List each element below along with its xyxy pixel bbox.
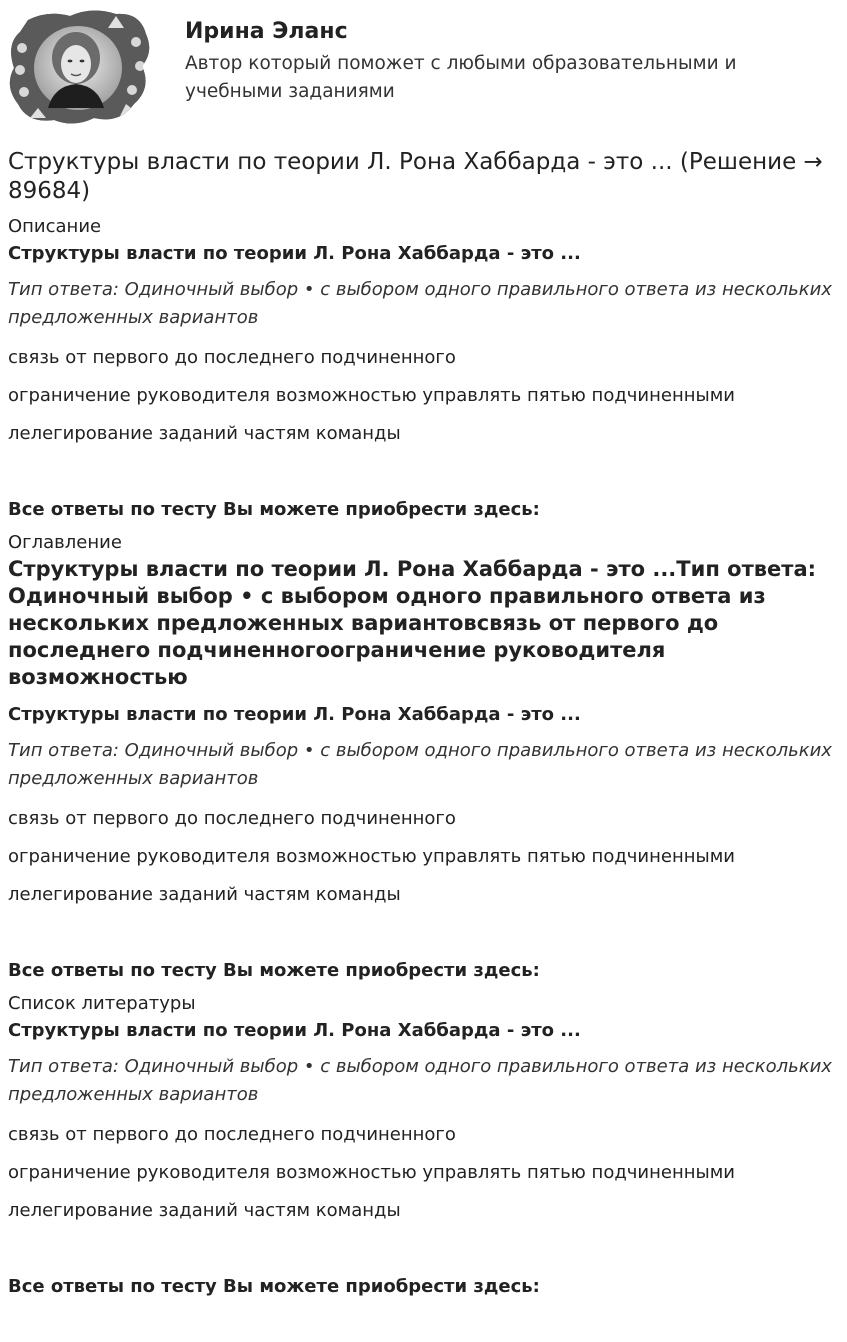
question-title: Структуры власти по теории Л. Рона Хаббарда - это ... [8, 704, 581, 725]
answer-option: ограничение руководителя возможностью управлять пятью подчиненными [8, 1162, 735, 1183]
answer-option: лелегирование заданий частям команды [8, 423, 401, 444]
literature-section [8, 993, 843, 1299]
answer-option: связь от первого до последнего подчиненного [8, 1124, 456, 1145]
author-name[interactable]: Ирина Эланс [185, 19, 348, 44]
answer-type: Тип ответа: Одиночный выбор • с выбором одного правильного ответа из нескольких предложенных вариантов [8, 1056, 832, 1105]
section-label: Список литературы [8, 993, 196, 1014]
main-content [8, 148, 843, 1299]
page-title: Структуры власти по теории Л. Рона Хаббарда - это ... (Решение → 89684) [8, 149, 823, 204]
author-avatar[interactable] [8, 8, 150, 126]
answer-option: ограничение руководителя возможностью управлять пятью подчиненными [8, 846, 735, 867]
contents-section [8, 532, 843, 983]
section-label: Описание [8, 216, 102, 237]
answer-type: Тип ответа: Одиночный выбор • с выбором одного правильного ответа из нескольких предложенных вариантов [8, 740, 832, 789]
answer-option: связь от первого до последнего подчиненного [8, 347, 456, 368]
author-description: Автор который поможет с любыми образовательными и учебными заданиями [185, 53, 737, 102]
answer-option: лелегирование заданий частям команды [8, 884, 401, 905]
question-title: Структуры власти по теории Л. Рона Хаббарда - это ... [8, 243, 581, 264]
answer-option: ограничение руководителя возможностью управлять пятью подчиненными [8, 385, 735, 406]
avatar-image [8, 8, 150, 126]
question-title: Структуры власти по теории Л. Рона Хаббарда - это ... [8, 1020, 581, 1041]
answer-option: лелегирование заданий частям команды [8, 1200, 401, 1221]
buy-answers-text: Все ответы по тесту Вы можете приобрести здесь: [8, 960, 540, 981]
contents-heading: Структуры власти по теории Л. Рона Хаббарда - это ...Тип ответа: Одиночный выбор • с выбором одного правильного ответа из нескольких предложенных вариантовсвязь от первого до последнего подчиненногоограничение руководителя возможностью [8, 557, 817, 689]
buy-answers-text: Все ответы по тесту Вы можете приобрести здесь: [8, 499, 540, 520]
author-card [8, 8, 839, 128]
buy-answers-text: Все ответы по тесту Вы можете приобрести здесь: [8, 1276, 540, 1297]
answer-type: Тип ответа: Одиночный выбор • с выбором одного правильного ответа из нескольких предложенных вариантов [8, 279, 832, 328]
answer-option: связь от первого до последнего подчиненного [8, 808, 456, 829]
section-label: Оглавление [8, 532, 122, 553]
description-section [8, 216, 843, 522]
